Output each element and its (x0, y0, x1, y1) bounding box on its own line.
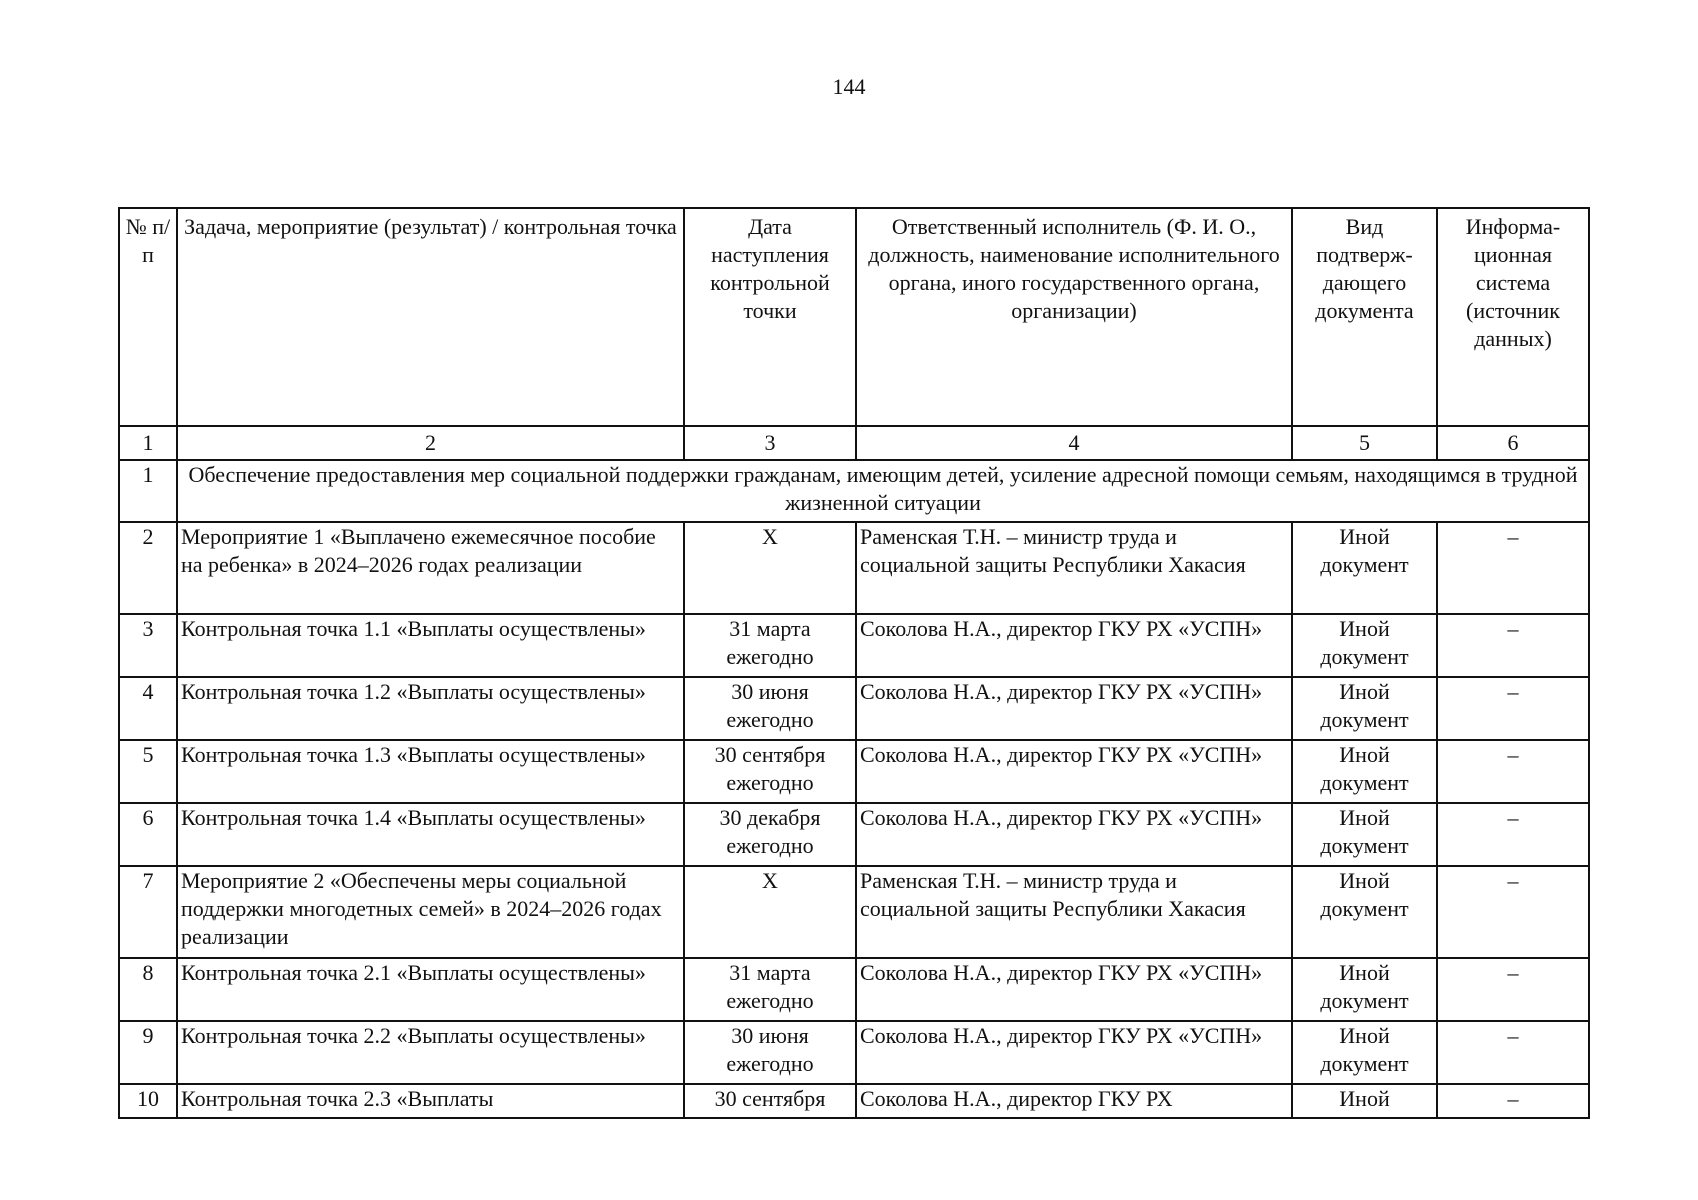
row-system: – (1437, 522, 1589, 614)
row-doc: Иной документ (1292, 740, 1437, 803)
row-executor: Соколова Н.А., директор ГКУ РХ «УСПН» (856, 1021, 1292, 1084)
header-row (119, 208, 1589, 426)
row-doc: Иной документ (1292, 958, 1437, 1021)
column-number: 2 (177, 426, 684, 460)
row-date: 31 марта ежегодно (684, 614, 856, 677)
row-system: – (1437, 677, 1589, 740)
table-row (119, 522, 1589, 614)
row-doc: Иной документ (1292, 803, 1437, 866)
header-doc: Вид подтверж-дающего документа (1292, 208, 1437, 426)
header-task: Задача, мероприятие (результат) / контрольная точка (177, 208, 684, 426)
row-executor: Соколова Н.А., директор ГКУ РХ «УСПН» (856, 958, 1292, 1021)
header-system: Информа-ционная система (источник данных) (1437, 208, 1589, 426)
header-date: Дата наступления контрольной точки (684, 208, 856, 426)
control-points-table (118, 207, 1590, 1119)
table-row (119, 803, 1589, 866)
row-task: Мероприятие 2 «Обеспечены меры социальной поддержки многодетных семей» в 2024–2026 годах реализации (177, 866, 684, 958)
row-system: – (1437, 866, 1589, 958)
row-executor: Раменская Т.Н. – министр труда и социальной защиты Республики Хакасия (856, 522, 1292, 614)
section-row (119, 460, 1589, 522)
column-number-row (119, 426, 1589, 460)
row-system: – (1437, 1021, 1589, 1084)
row-task: Контрольная точка 2.2 «Выплаты осуществлены» (177, 1021, 684, 1084)
table-row (119, 866, 1589, 958)
row-date: Х (684, 866, 856, 958)
section-num: 1 (119, 460, 177, 522)
row-system: – (1437, 1084, 1589, 1118)
row-task: Контрольная точка 2.3 «Выплаты (177, 1084, 684, 1118)
row-date: 30 июня ежегодно (684, 677, 856, 740)
row-task: Контрольная точка 2.1 «Выплаты осуществлены» (177, 958, 684, 1021)
table-row (119, 677, 1589, 740)
row-executor: Раменская Т.Н. – министр труда и социальной защиты Республики Хакасия (856, 866, 1292, 958)
page-number: 144 (832, 74, 866, 99)
column-number: 4 (856, 426, 1292, 460)
row-executor: Соколова Н.А., директор ГКУ РХ «УСПН» (856, 740, 1292, 803)
row-num: 10 (119, 1084, 177, 1118)
header-executor: Ответственный исполнитель (Ф. И. О., должность, наименование исполнительного органа, иного государственного органа, организации) (856, 208, 1292, 426)
header-num: № п/п (119, 208, 177, 426)
table-row (119, 958, 1589, 1021)
table-row (119, 1084, 1589, 1118)
column-number: 1 (119, 426, 177, 460)
row-system: – (1437, 803, 1589, 866)
row-date: 31 марта ежегодно (684, 958, 856, 1021)
table-row (119, 1021, 1589, 1084)
row-executor: Соколова Н.А., директор ГКУ РХ «УСПН» (856, 677, 1292, 740)
row-num: 6 (119, 803, 177, 866)
table-row (119, 740, 1589, 803)
row-date: 30 сентября (684, 1084, 856, 1118)
row-num: 9 (119, 1021, 177, 1084)
row-date: 30 декабря ежегодно (684, 803, 856, 866)
row-doc: Иной документ (1292, 677, 1437, 740)
row-system: – (1437, 614, 1589, 677)
row-date: 30 сентября ежегодно (684, 740, 856, 803)
row-task: Контрольная точка 1.3 «Выплаты осуществлены» (177, 740, 684, 803)
section-title: Обеспечение предоставления мер социальной поддержки гражданам, имеющим детей, усиление адресной помощи семьям, находящимся в трудной жизненной ситуации (177, 460, 1589, 522)
row-num: 3 (119, 614, 177, 677)
row-doc: Иной (1292, 1084, 1437, 1118)
row-task: Контрольная точка 1.2 «Выплаты осуществлены» (177, 677, 684, 740)
row-num: 5 (119, 740, 177, 803)
row-num: 4 (119, 677, 177, 740)
row-task: Контрольная точка 1.4 «Выплаты осуществлены» (177, 803, 684, 866)
column-number: 5 (1292, 426, 1437, 460)
row-date: 30 июня ежегодно (684, 1021, 856, 1084)
table-row (119, 614, 1589, 677)
row-doc: Иной документ (1292, 614, 1437, 677)
row-num: 7 (119, 866, 177, 958)
row-task: Контрольная точка 1.1 «Выплаты осуществлены» (177, 614, 684, 677)
row-system: – (1437, 740, 1589, 803)
column-number: 6 (1437, 426, 1589, 460)
row-date: Х (684, 522, 856, 614)
row-executor: Соколова Н.А., директор ГКУ РХ «УСПН» (856, 614, 1292, 677)
row-num: 8 (119, 958, 177, 1021)
row-task: Мероприятие 1 «Выплачено ежемесячное пособие на ребенка» в 2024–2026 годах реализации (177, 522, 684, 614)
row-doc: Иной документ (1292, 522, 1437, 614)
column-number: 3 (684, 426, 856, 460)
row-doc: Иной документ (1292, 866, 1437, 958)
row-executor: Соколова Н.А., директор ГКУ РХ (856, 1084, 1292, 1118)
row-system: – (1437, 958, 1589, 1021)
row-executor: Соколова Н.А., директор ГКУ РХ «УСПН» (856, 803, 1292, 866)
row-num: 2 (119, 522, 177, 614)
row-doc: Иной документ (1292, 1021, 1437, 1084)
